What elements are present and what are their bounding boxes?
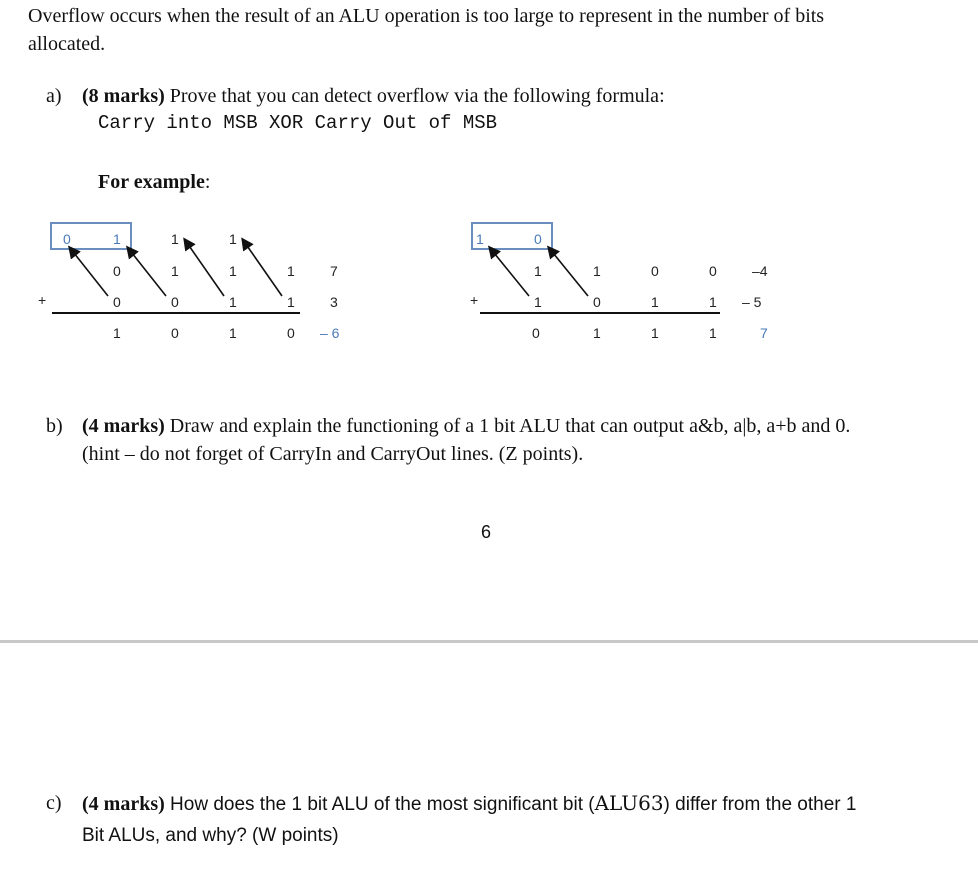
page-number: 6 [481,522,492,542]
example-2-dec-2: – 5 [742,294,762,310]
example-heading [98,168,210,196]
example-1-dec-result: – 6 [320,325,340,341]
example-1-row2-3: 1 [287,294,295,310]
part-a-label: a) [46,85,62,107]
example-1-row1-2: 1 [229,263,237,279]
example-1-row2-1: 0 [171,294,179,310]
part-b-label: b) [46,415,63,437]
part-c-alu: ALU63 [594,791,664,815]
part-a-formula: Carry into MSB XOR Carry Out of MSB [98,112,498,134]
example-1-row1-0: 0 [113,263,121,279]
example-2-plus: + [470,292,479,308]
part-c-label: c) [46,792,62,814]
arrow-icon [185,240,224,296]
example-1-row2-0: 0 [113,294,121,310]
example-2-carry-1: 0 [534,231,542,247]
part-a-question [82,82,665,110]
example-2-result-0: 0 [532,325,540,341]
example-1-result-0: 1 [113,325,121,341]
part-c-marks: (4 marks) [82,793,165,815]
part-b-text: Draw and explain the functioning of a 1 bit ALU that can output a&b, a|b, a+b and 0. [164,415,851,437]
example-1-plus: + [38,292,47,308]
arrow-icon [549,248,588,296]
arrow-icon [490,248,529,296]
example-2-result-3: 1 [709,325,717,341]
example-label: For example [98,171,205,193]
arrow-icon [70,248,108,296]
example-2-result-1: 1 [593,325,601,341]
example-2-carry-0: 1 [476,231,484,247]
example-2-row2-0: 1 [534,294,542,310]
example-1-carry-0: 0 [63,231,71,247]
example-2-row1-1: 1 [593,263,601,279]
part-a-text: Prove that you can detect overflow via the following formula: [164,85,665,107]
example-colon: : [204,171,211,193]
example-2-result-2: 1 [651,325,659,341]
intro-line-2: allocated. [28,33,106,55]
example-1-carry-3: 1 [229,231,237,247]
example-1-carry-2: 1 [171,231,179,247]
part-a-marks: (8 marks) [82,85,165,107]
example-1-result-1: 0 [171,325,179,341]
example-2-row2-3: 1 [709,294,717,310]
part-b-hint: (hint – do not forget of CarryIn and CarryOut lines. (Z points). [82,443,584,465]
example-2-row1-3: 0 [709,263,717,279]
part-c-text-1: How does the 1 bit ALU of the most significant bit ( [164,794,595,815]
example-1-result-3: 0 [287,325,295,341]
example-1-dec-2: 3 [330,294,338,310]
part-c-question [82,789,856,819]
example-2-row2-1: 0 [593,294,601,310]
example-2-sum-line [480,312,720,314]
arrow-icon [128,248,166,296]
part-b-question [82,412,850,440]
example-1-result-2: 1 [229,325,237,341]
example-2-dec-result: 7 [760,325,768,341]
example-2-row2-2: 1 [651,294,659,310]
example-1-row2-2: 1 [229,294,237,310]
example-2-row1-2: 0 [651,263,659,279]
intro-line-1: Overflow occurs when the result of an ALU operation is too large to represent in the number of bits [28,5,825,27]
example-1-sum-line [52,312,300,314]
example-1-dec-1: 7 [330,263,338,279]
example-1-row1-1: 1 [171,263,179,279]
arrow-icon [243,240,282,296]
example-1-carry-1: 1 [113,231,121,247]
part-c-text-2: ) differ from the other 1 [663,794,857,815]
part-b-marks: (4 marks) [82,415,165,437]
example-2-row1-0: 1 [534,263,542,279]
example-1-row1-3: 1 [287,263,295,279]
example-2-dec-1: –4 [752,263,768,279]
part-c-line-2: Bit ALUs, and why? (W points) [82,825,339,846]
page-divider [0,640,978,643]
